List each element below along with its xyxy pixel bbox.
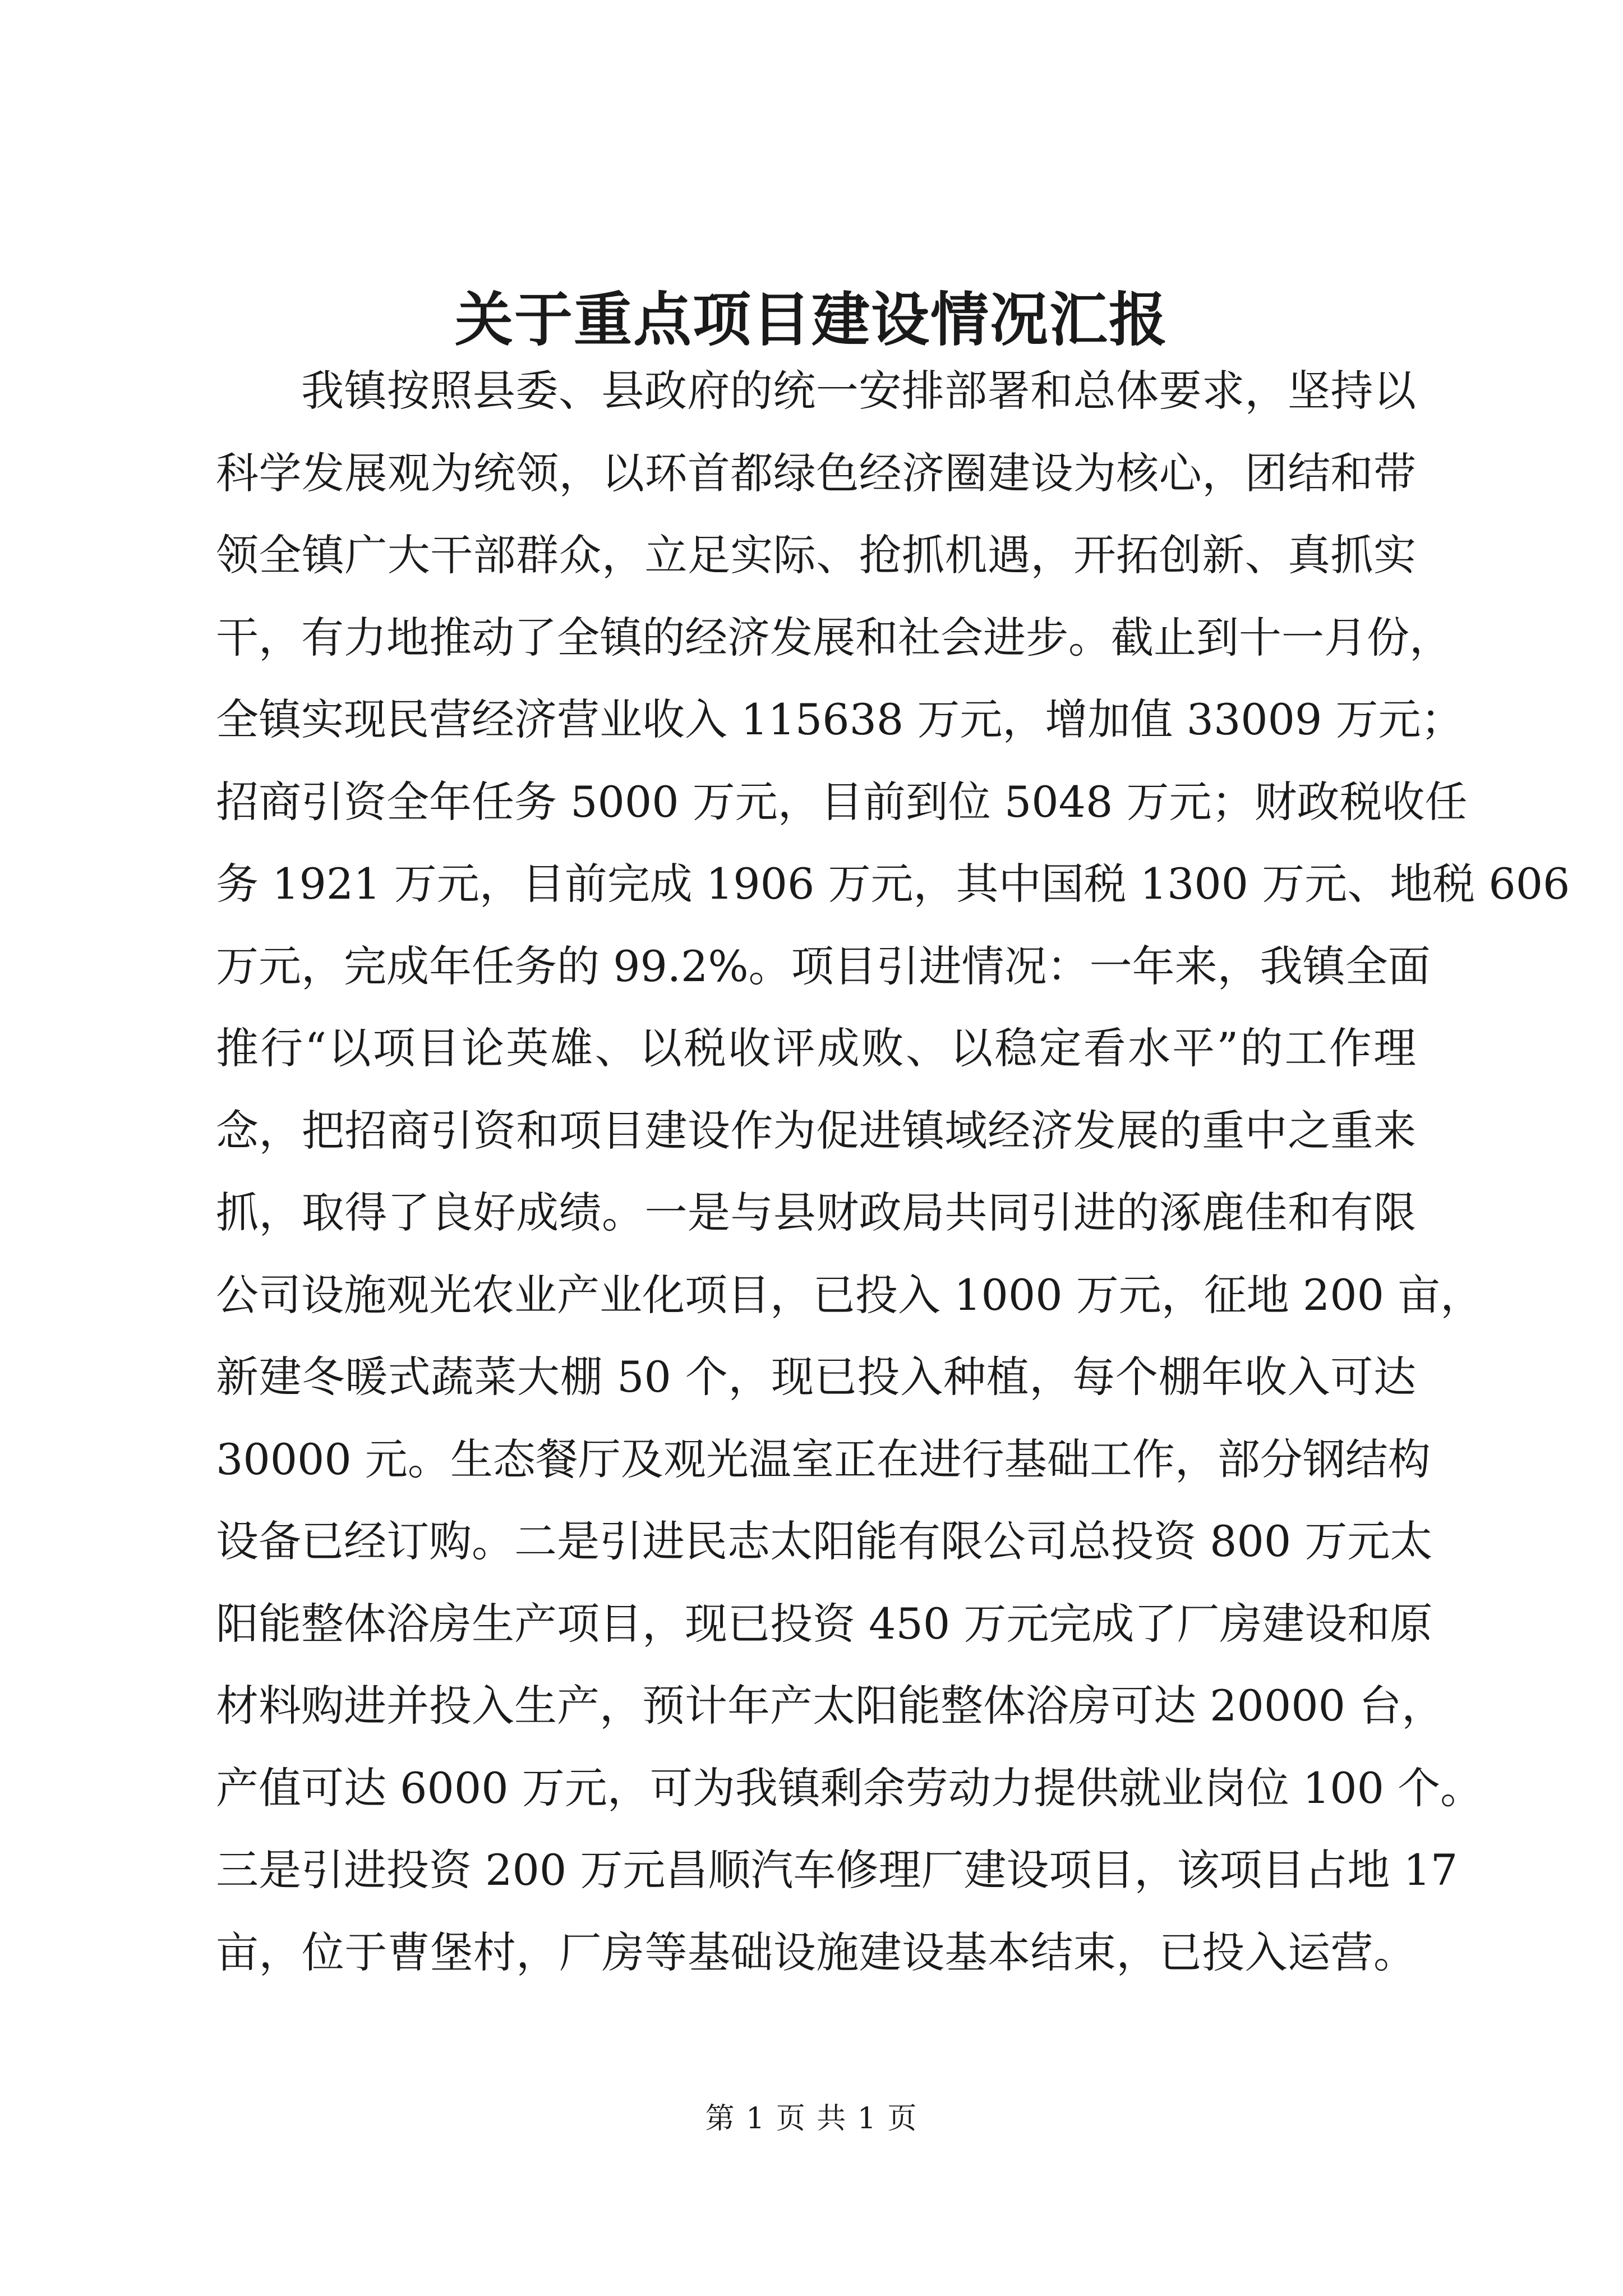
- body-line: 务 1921 万元，目前完成 1906 万元，其中国税 1300 万元、地税 606: [216, 859, 1570, 909]
- body-line: 推行“以项目论英雄、以税收评成败、以稳定看水平”的工作理: [216, 1023, 1416, 1073]
- body-line: 设备已经订购。二是引进民志太阳能有限公司总投资 800 万元太: [216, 1516, 1433, 1566]
- page-number-footer: 第 1 页 共 1 页: [705, 2102, 918, 2136]
- body-line: 亩，位于曹堡村，厂房等基础设施建设基本结束，已投入运营。: [216, 1927, 1416, 1977]
- body-line: 公司设施观光农业产业化项目，已投入 1000 万元，征地 200 亩，: [216, 1269, 1483, 1320]
- body-line: 产值可达 6000 万元，可为我镇剩余劳动力提供就业岗位 100 个。: [216, 1763, 1483, 1813]
- body-line: 念，把招商引资和项目建设作为促进镇域经济发展的重中之重来: [216, 1105, 1416, 1156]
- document-body: [216, 350, 1570, 1994]
- body-line: 30000 元。生态餐厅及观光温室正在进行基础工作，部分钢结构: [216, 1434, 1431, 1484]
- body-line: 干，有力地推动了全镇的经济发展和社会进步。截止到十一月份，: [216, 612, 1452, 662]
- body-line: 阳能整体浴房生产项目，现已投资 450 万元完成了厂房建设和原: [216, 1598, 1433, 1649]
- body-line: 万元，完成年任务的 99.2%。项目引进情况：一年来，我镇全面: [216, 941, 1431, 991]
- body-line: 科学发展观为统领，以环首都绿色经济圈建设为核心，团结和带: [216, 448, 1416, 498]
- body-line: 我镇按照县委、县政府的统一安排部署和总体要求，坚持以: [301, 366, 1416, 416]
- document-title: 关于重点项目建设情况汇报: [454, 285, 1168, 354]
- body-line: 材料购进并投入生产，预计年产太阳能整体浴房可达 20000 台，: [216, 1681, 1445, 1731]
- body-line: 招商引资全年任务 5000 万元，目前到位 5048 万元；财政税收任: [216, 776, 1468, 827]
- body-line: 抓，取得了良好成绩。一是与县财政局共同引进的涿鹿佳和有限: [216, 1188, 1416, 1237]
- body-line: 全镇实现民营经济营业收入 115638 万元，增加值 33009 万元；: [216, 694, 1464, 744]
- body-line: 领全镇广大干部群众，立足实际、抢抓机遇，开拓创新、真抓实: [216, 530, 1416, 580]
- body-line: 三是引进投资 200 万元昌顺汽车修理厂建设项目，该项目占地 17: [216, 1845, 1458, 1895]
- body-line: 新建冬暖式蔬菜大棚 50 个，现已投入种植，每个棚年收入可达: [216, 1352, 1416, 1402]
